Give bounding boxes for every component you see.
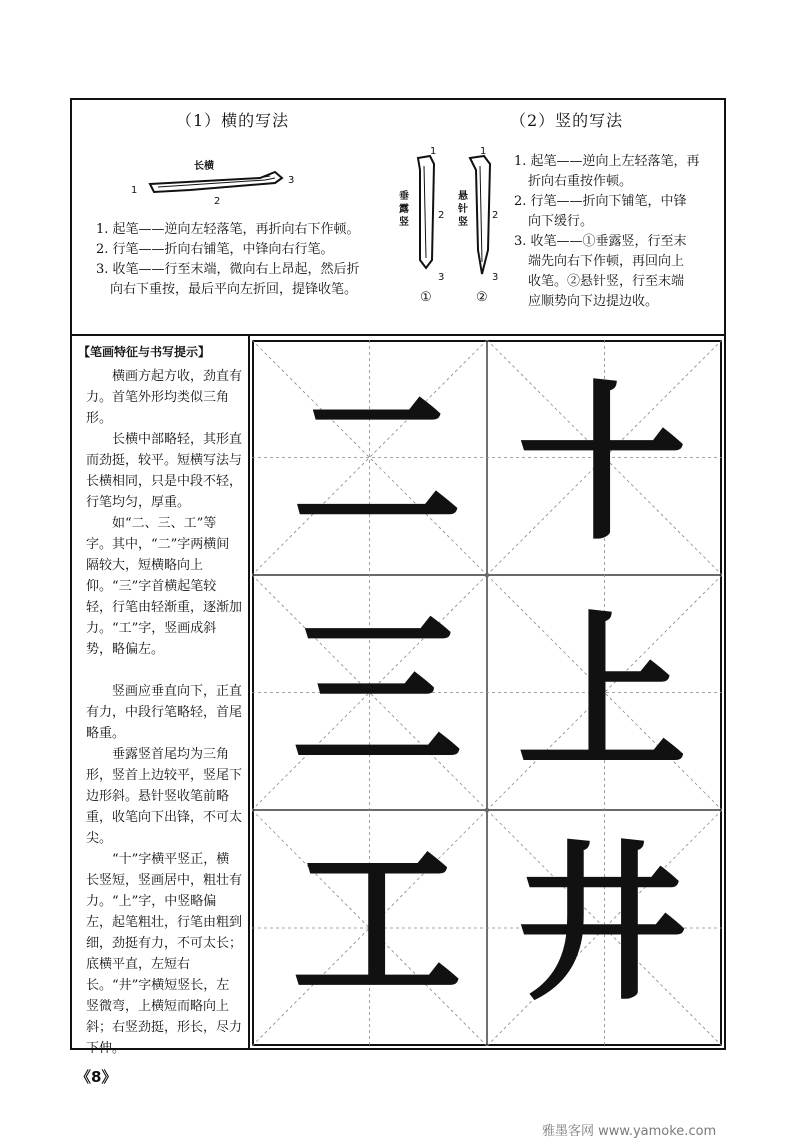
shu-steps bbox=[514, 152, 719, 312]
shu-label-chuilu: 垂露竖 bbox=[399, 191, 409, 228]
heng-step-2: 2. 行笔——折向右铺笔，中锋向右行笔。 bbox=[96, 242, 334, 257]
shu-step-1-cont: 折向右重按作顿。 bbox=[528, 174, 633, 189]
tips-paragraph-4: 竖画应垂直向下，正直有力，中段行笔略轻，首尾略重。 bbox=[86, 684, 243, 741]
heng-steps bbox=[96, 220, 396, 300]
character-er: 二 bbox=[291, 366, 462, 564]
heng-num-2: 2 bbox=[214, 196, 221, 207]
heng-title: （1）横的写法 bbox=[176, 111, 290, 130]
shu-label-xuanzhen: 悬针竖 bbox=[458, 191, 468, 228]
chuilu-num-1: 1 bbox=[430, 146, 437, 157]
heng-label: 长横 bbox=[194, 161, 214, 172]
xuanzhen-circled-num: ② bbox=[476, 290, 488, 305]
tips-divider bbox=[248, 336, 250, 1048]
tips-text bbox=[86, 366, 242, 1059]
xuanzhen-stroke-path bbox=[480, 166, 482, 262]
chuilu-num-3: 3 bbox=[438, 272, 445, 283]
character-jing: 井 bbox=[516, 826, 687, 1024]
shu-step-2: 2. 行笔——折向下铺笔，中锋 bbox=[514, 194, 687, 209]
shu-step-3-cont-a: 端先向右下作顿，再回向上 bbox=[528, 254, 685, 269]
heng-stroke-outline bbox=[150, 172, 282, 192]
chuilu-num-2: 2 bbox=[438, 210, 445, 221]
page-number-value: 8 bbox=[91, 1068, 102, 1086]
xuanzhen-num-1: 1 bbox=[480, 146, 487, 157]
heng-num-3: 3 bbox=[288, 175, 295, 186]
character-shang: 上 bbox=[516, 596, 687, 794]
heng-step-3-cont: 向右下重按，最后平向左折回，提锋收笔。 bbox=[110, 282, 358, 297]
tips-paragraph-2: 长横中部略轻，其形直而劲挺，较平。短横写法与长横相同，只是中段不轻，行笔均匀，厚重。 bbox=[86, 432, 243, 510]
xuanzhen-num-3: 3 bbox=[492, 272, 499, 283]
tips-paragraph-6: “十”字横平竖正，横长竖短，竖画居中，粗壮有力。“上”字，中竖略偏左，起笔粗壮，行笔由粗到细，劲挺有力，不可太长；底横平直，左短右长。“井”字横短竖长，左竖微弯，上横短而略向上斜；右竖劲挺，形长，尽力下伸。 bbox=[86, 852, 243, 1056]
watermark-text: 雅墨客网 www.yamoke.com bbox=[542, 1124, 717, 1139]
heng-step-3: 3. 收笔——行至末端，微向右上昂起，然后折 bbox=[96, 262, 360, 277]
page-number-open-mark: 《 bbox=[76, 1068, 92, 1086]
character-shi: 十 bbox=[516, 366, 687, 564]
character-gong: 工 bbox=[291, 826, 462, 1024]
page-number-close-mark: 》 bbox=[101, 1068, 117, 1086]
shu-step-3-cont-b: 收笔。②悬针竖，行至末端 bbox=[528, 274, 685, 289]
tips-paragraph-5: 垂露竖首尾均为三角形，竖首上边较平，竖尾下边形斜。悬针竖收笔前略重，收笔向下出锋，不可太尖。 bbox=[86, 747, 243, 846]
shu-title: （2）竖的写法 bbox=[510, 111, 624, 130]
tips-paragraph-1: 横画方起方收，劲直有力。首笔外形均类似三角形。 bbox=[86, 369, 243, 426]
shu-step-3: 3. 收笔——①垂露竖，行至末 bbox=[514, 234, 687, 249]
shu-step-2-cont: 向下缓行。 bbox=[528, 214, 594, 229]
chuilu-circled-num: ① bbox=[420, 290, 432, 305]
tips-heading: 【笔画特征与书写提示】 bbox=[78, 345, 211, 359]
xuanzhen-num-2: 2 bbox=[492, 210, 499, 221]
chuilu-stroke-path bbox=[424, 166, 426, 258]
shu-step-3-cont-c: 应顺势向下边提边收。 bbox=[528, 294, 659, 309]
shu-step-1: 1. 起笔——逆向上左轻落笔，再 bbox=[514, 154, 700, 169]
heng-num-1: 1 bbox=[131, 185, 138, 196]
shu-stroke-diagram bbox=[412, 150, 502, 280]
character-san: 三 bbox=[291, 596, 462, 794]
top-section-divider bbox=[72, 334, 724, 336]
page-number bbox=[76, 1066, 116, 1087]
tips-paragraph-3: 如“二、三、工”等字。其中，“二”字两横间隔较大，短横略向上仰。“三”字首横起笔较轻，行笔由轻渐重，逐渐加力。“工”字，竖画成斜势，略偏左。 bbox=[86, 516, 243, 657]
heng-step-1: 1. 起笔——逆向左轻落笔，再折向右下作顿。 bbox=[96, 222, 360, 237]
